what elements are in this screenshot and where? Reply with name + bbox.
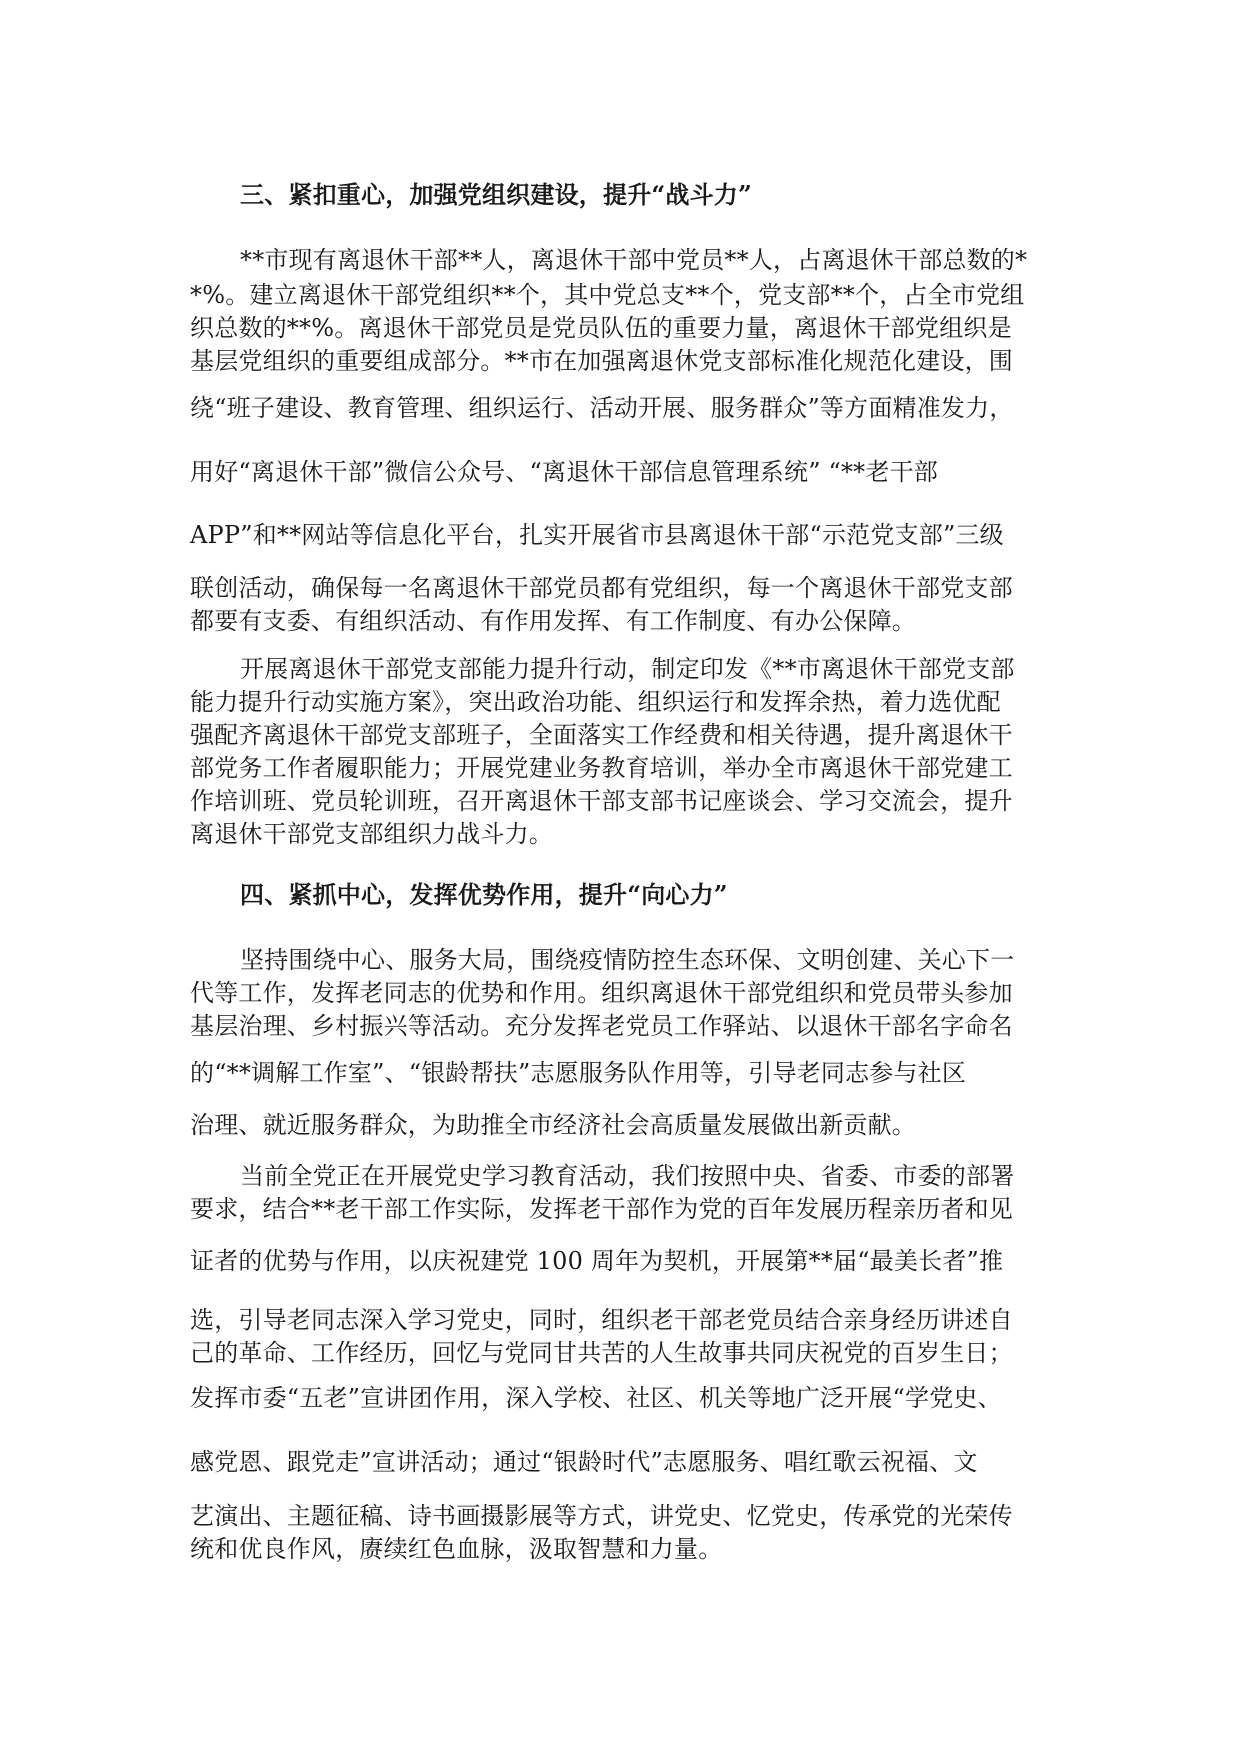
paragraph-line: 部党务工作者履职能力；开展党建业务教育培训，举办全市离退休干部党建工 bbox=[190, 754, 1013, 782]
paragraph-line: 感党恩、跟党走”宣讲活动；通过“银龄时代”志愿服务、唱红歌云祝福、文 bbox=[190, 1448, 978, 1476]
paragraph-line: 要求，结合**老干部工作实际，发挥老干部作为党的百年发展历程亲历者和见 bbox=[190, 1195, 1013, 1223]
paragraph-line: 开展离退休干部党支部能力提升行动，制定印发《**市离退休干部党支部 bbox=[240, 655, 1015, 683]
paragraph-line: 选，引导老同志深入学习党史，同时，组织老干部老党员结合亲身经历讲述自 bbox=[190, 1306, 1013, 1334]
paragraph-line: 己的革命、工作经历，回忆与党同甘共苦的人生故事共同庆祝党的百岁生日； bbox=[190, 1339, 1013, 1367]
paragraph-line: 统和优良作风，赓续红色血脉，汲取智慧和力量。 bbox=[190, 1535, 723, 1563]
paragraph-line: 作培训班、党员轮训班，召开离退休干部支部书记座谈会、学习交流会，提升 bbox=[190, 787, 1013, 815]
paragraph-line: 发挥市委“五老”宣讲团作用，深入学校、社区、机关等地广泛开展“学党史、 bbox=[190, 1384, 1002, 1412]
paragraph-line: 绕“班子建设、教育管理、组织运行、活动开展、服务群众”等方面精准发力， bbox=[190, 394, 1014, 422]
paragraph-line: APP”和**网站等信息化平台，扎实开展省市县离退休干部“示范党支部”三级 bbox=[190, 521, 1004, 549]
section-heading: 三、紧扣重心，加强党组织建设，提升“战斗力” bbox=[240, 180, 753, 209]
paragraph-line: 联创活动，确保每一名离退休干部党员都有党组织，每一个离退休干部党支部 bbox=[190, 574, 1013, 602]
paragraph-line: 织总数的**%。离退休干部党员是党员队伍的重要力量，离退休干部党组织是 bbox=[190, 314, 1012, 342]
paragraph-line: 艺演出、主题征稿、诗书画摄影展等方式，讲党史、忆党史，传承党的光荣传 bbox=[190, 1502, 1013, 1530]
paragraph-line: 用好“离退休干部”微信公众号、“离退休干部信息管理系统” “**老干部 bbox=[190, 458, 938, 486]
paragraph-line: 强配齐离退休干部党支部班子，全面落实工作经费和相关待遇，提升离退休干 bbox=[190, 721, 1013, 749]
paragraph-line: 离退休干部党支部组织力战斗力。 bbox=[190, 820, 553, 848]
paragraph-line: 都要有支委、有组织活动、有作用发挥、有工作制度、有办公保障。 bbox=[190, 607, 916, 635]
paragraph-line: 治理、就近服务群众，为助推全市经济社会高质量发展做出新贡献。 bbox=[190, 1111, 916, 1139]
paragraph-line: 当前全党正在开展党史学习教育活动，我们按照中央、省委、市委的部署 bbox=[240, 1162, 1015, 1190]
paragraph-line: 坚持围绕中心、服务大局，围绕疫情防控生态环保、文明创建、关心下一 bbox=[240, 946, 1015, 974]
paragraph-line: 能力提升行动实施方案》，突出政治功能、组织运行和发挥余热，着力选优配 bbox=[190, 688, 1001, 716]
paragraph-line: 证者的优势与作用，以庆祝建党 100 周年为契机，开展第**届“最美长者”推 bbox=[190, 1247, 1004, 1275]
paragraph-line: **市现有离退休干部**人，离退休干部中党员**人，占离退休干部总数的* bbox=[240, 246, 1028, 274]
paragraph-line: 基层治理、乡村振兴等活动。充分发挥老党员工作驿站、以退休干部名字命名 bbox=[190, 1012, 1013, 1040]
paragraph-line: 的“**调解工作室”、“银龄帮扶”志愿服务队作用等，引导老同志参与社区 bbox=[190, 1059, 967, 1087]
paragraph-line: 代等工作，发挥老同志的优势和作用。组织离退休干部党组织和党员带头参加 bbox=[190, 979, 1013, 1007]
paragraph-line: *%。建立离退休干部党组织**个，其中党总支**个，党支部**个，占全市党组 bbox=[190, 281, 1025, 309]
paragraph-line: 基层党组织的重要组成部分。**市在加强离退休党支部标准化规范化建设，围 bbox=[190, 347, 1013, 375]
section-heading: 四、紧抓中心，发挥优势作用，提升“向心力” bbox=[240, 880, 728, 909]
